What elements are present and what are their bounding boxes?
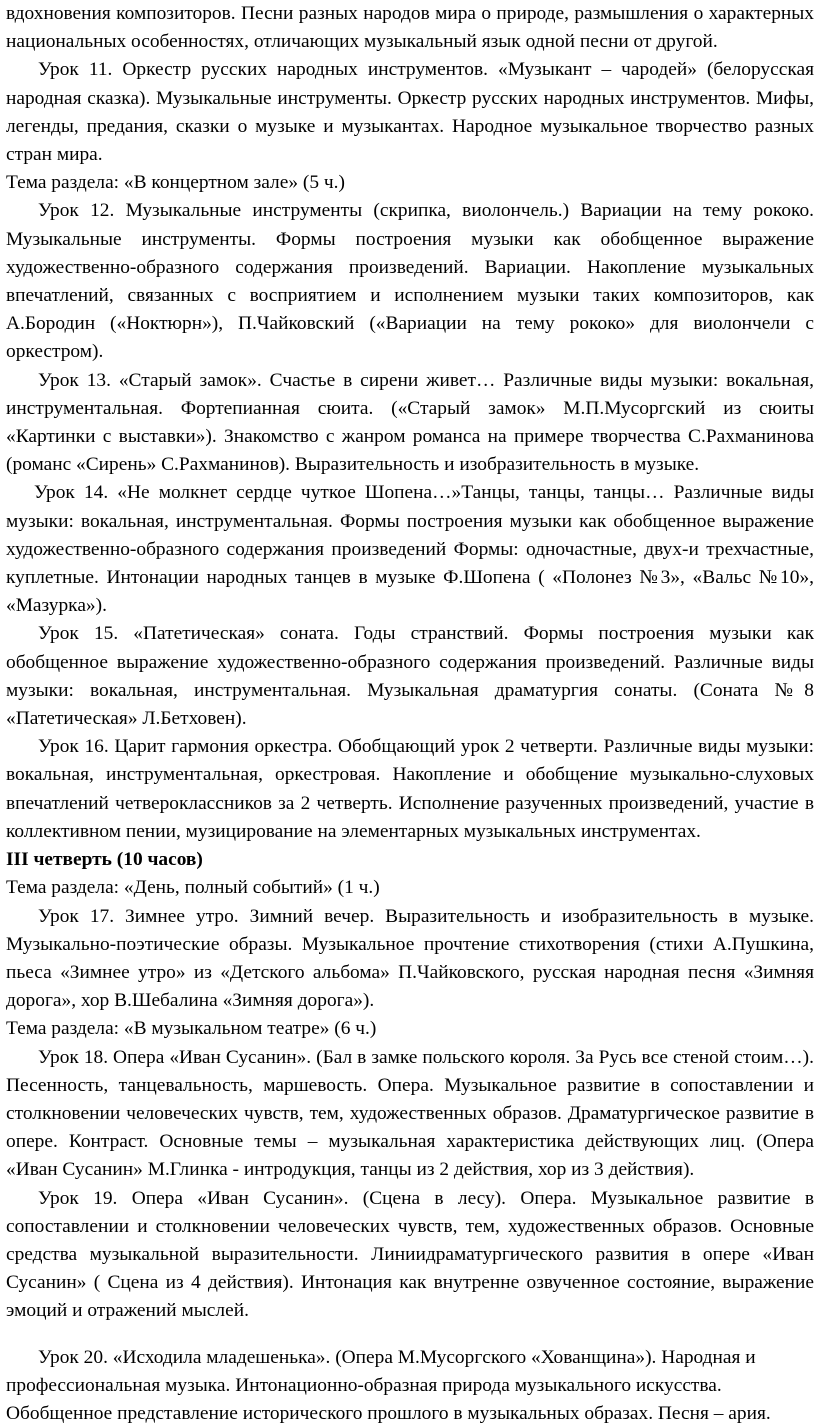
paragraph-lesson-12: Урок 12. Музыкальные инструменты (скрипка, виолончель.) Вариации на тему рококо. Музыкальные инструменты. Формы построения музыки как обобщенное выражение художественно-образного содержания произведений. Вариации. Накопление музыкальных впечатлений, связанных с восприятием и исполнением музыки таких композиторов, как А.Бородин («Ноктюрн»), П.Чайковский («Вариации на тему рококо» для виолончели с оркестром). xyxy=(6,200,814,363)
paragraph-lesson-13: Урок 13. «Старый замок». Счастье в сирени живет… Различные виды музыки: вокальная, инструментальная. Фортепианная сюита. («Старый замок» М.П.Мусоргский из сюиты «Картинки с выставки»). Знакомство с жанром романса на примере творчества С.Рахманинова (романс «Сирень» С.Рахманинов). Выразительность и изобразительность в музыке. xyxy=(6,369,814,476)
paragraph-lesson-15: Урок 15. «Патетическая» соната. Годы странствий. Формы построения музыки как обобщенное выражение художественно-образного содержания произведений. Различные виды музыки: вокальная, инструментальная. Музыкальная драматургия сонаты. (Соната №8 «Патетическая» Л.Бетховен). xyxy=(6,623,814,730)
section-heading-theatre: Тема раздела: «В музыкальном театре» (6 ч.) xyxy=(6,1018,377,1040)
paragraph-lesson-19: Урок 19. Опера «Иван Сусанин». (Сцена в лесу). Опера. Музыкальное развитие в сопоставлении и столкновении человеческих чувств, тем, художественных образов. Основные средства музыкальной выразительности. Линиидраматургического развития в опере «Иван Сусанин» ( Сцена из 4 действия). Интонация как внутренне озвученное состояние, выражение эмоций и отражений мыслей. xyxy=(6,1187,814,1322)
paragraph-continuation: вдохновения композиторов. Песни разных народов мира о природе, размышления о характерных национальных особенностях, отличающих музыкальный язык одной песни от другой. xyxy=(6,3,814,53)
paragraph-lesson-18: Урок 18. Опера «Иван Сусанин». (Бал в замке польского короля. За Русь все стеной стоим…). Песенность, танцевальность, маршевость. Опера. Музыкальное развитие в сопоставлении и столкновении человеческих чувств, тем, художественных образов. Драматургическое развитие в опере. Контраст. Основные темы – музыкальная характеристика действующих лиц. (Опера «Иван Сусанин» М.Глинка - интродукция, танцы из 2 действия, хор из 3 действия). xyxy=(6,1046,814,1181)
paragraph-lesson-17: Урок 17. Зимнее утро. Зимний вечер. Выразительность и изобразительность в музыке. Музыкально-поэтические образы. Музыкальное прочтение стихотворения (стихи А.Пушкина, пьеса «Зимнее утро» из «Детского альбома» П.Чайковского, русская народная песня «Зимняя дорога», хор В.Шебалина «Зимняя дорога»). xyxy=(6,905,814,1012)
document-page xyxy=(6,0,814,1428)
paragraph-lesson-14: Урок 14. «Не молкнет сердце чуткое Шопена…»Танцы, танцы, танцы… Различные виды музыки: вокальная, инструментальная. Формы построения музыки как обобщенное выражение художественно-образного содержания произведений Формы: одночастные, двух-и трехчастные, куплетные. Интонации народных танцев в музыке Ф.Шопена ( «Полонез №3», «Вальс №10», «Мазурка»). xyxy=(6,482,814,617)
lesson-20-block xyxy=(6,1344,814,1428)
section-heading-day: Тема раздела: «День, полный событий» (1 ч.) xyxy=(6,877,380,899)
quarter-heading: III четверть (10 часов) xyxy=(6,849,203,871)
section-heading-concert: Тема раздела: «В концертном зале» (5 ч.) xyxy=(6,172,345,194)
paragraph-lesson-16: Урок 16. Царит гармония оркестра. Обобщающий урок 2 четверти. Различные виды музыки: вокальная, инструментальная, оркестровая. Накопление и обобщение музыкально-слуховых впечатлений четвероклассников за 2 четверть. Исполнение разученных произведений, участие в коллективном пении, музицирование на элементарных музыкальных инструментах. xyxy=(6,736,814,842)
paragraph-lesson-11: Урок 11. Оркестр русских народных инструментов. «Музыкант – чародей» (белорусская народная сказка). Музыкальные инструменты. Оркестр русских народных инструментов. Мифы, легенды, предания, сказки о музыке и музыкантах. Народное музыкальное творчество разных стран мира. xyxy=(6,59,814,166)
paragraph-lesson-20: Урок 20. «Исходила младешенька». (Опера М.Мусоргского «Хованщина»). Народная и профессиональная музыка. Интонационно-образная природа музыкального искусства. Обобщенное представление исторического прошлого в музыкальных образах. Песня – ария. xyxy=(6,1346,771,1424)
